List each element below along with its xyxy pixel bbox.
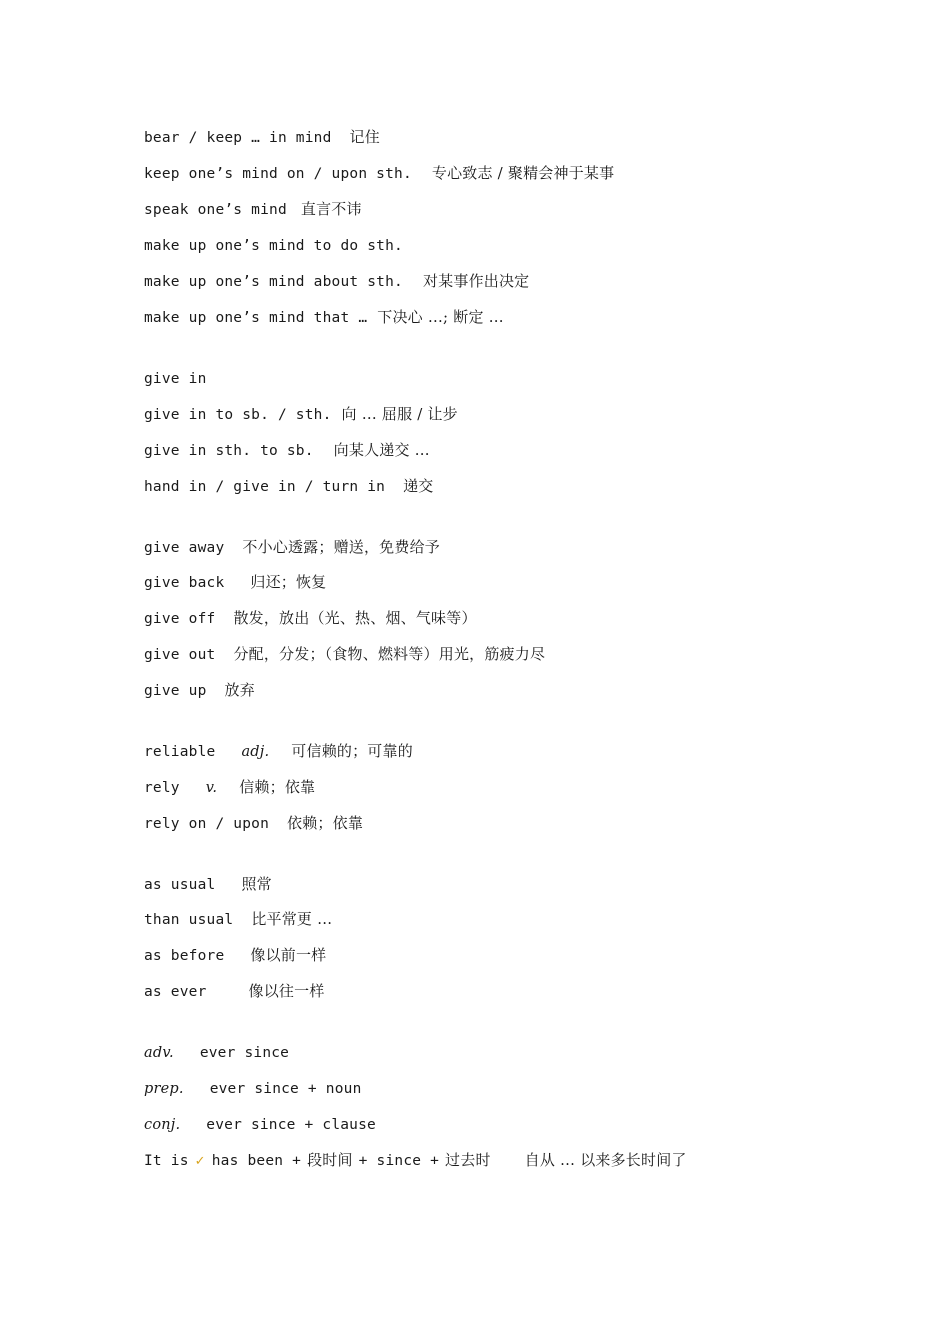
chinese-meaning: 过去时 xyxy=(445,1151,491,1169)
vocab-line xyxy=(144,163,614,184)
checkmark-icon: ✓ xyxy=(194,1154,206,1169)
chinese-meaning: 比平常更 … xyxy=(251,910,333,928)
vocab-line xyxy=(144,1150,687,1172)
chinese-meaning: 散发，放出（光、热、烟、气味等） xyxy=(233,609,477,627)
vocab-line xyxy=(144,404,458,425)
chinese-meaning: 不小心透露；赠送，免费给予 xyxy=(242,538,440,556)
english-phrase: rely on / upon xyxy=(144,816,270,832)
chinese-meaning: 像以往一样 xyxy=(248,982,325,1000)
part-of-speech: prep. xyxy=(144,1081,184,1097)
vocab-line xyxy=(144,981,325,1002)
chinese-meaning: 像以前一样 xyxy=(250,946,327,964)
vocab-line xyxy=(144,680,255,701)
english-phrase: than usual xyxy=(144,912,234,928)
vocab-line xyxy=(144,368,207,389)
vocab-line xyxy=(144,608,477,629)
vocab-line xyxy=(144,874,272,895)
vocab-line xyxy=(144,945,326,966)
vocab-line xyxy=(144,199,362,220)
english-phrase: give in sth. to sb. xyxy=(144,443,314,459)
vocab-line xyxy=(144,909,332,930)
vocab-line xyxy=(144,1042,289,1063)
chinese-meaning: 自从 … 以来多长时间了 xyxy=(524,1151,687,1169)
english-phrase: as before xyxy=(144,948,225,964)
english-phrase: give out xyxy=(144,647,216,663)
vocab-line xyxy=(144,1114,376,1135)
english-phrase: make up one’s mind to do sth. xyxy=(144,238,403,254)
vocab-line xyxy=(144,476,434,497)
vocab-line xyxy=(144,127,380,148)
vocab-line xyxy=(144,813,363,834)
english-phrase: give off xyxy=(144,611,216,627)
vocab-line xyxy=(144,307,504,328)
chinese-meaning: 向某人递交 … xyxy=(333,441,430,459)
vocab-line xyxy=(144,235,403,256)
vocab-line xyxy=(144,777,315,798)
english-phrase: make up one’s mind about sth. xyxy=(144,274,403,290)
chinese-meaning: 对某事作出决定 xyxy=(422,272,530,290)
vocab-line xyxy=(144,440,430,461)
chinese-meaning: 下决心 …; 断定 … xyxy=(377,308,504,326)
english-phrase: has been + xyxy=(211,1153,302,1169)
english-phrase: bear / keep … in mind xyxy=(144,130,332,146)
english-phrase: rely xyxy=(144,780,180,796)
chinese-meaning: 放弃 xyxy=(224,681,255,699)
english-phrase: ever since xyxy=(199,1045,290,1061)
vocab-line xyxy=(144,271,529,292)
vocab-line xyxy=(144,644,545,665)
english-phrase: give back xyxy=(144,575,225,591)
vocab-line xyxy=(144,1078,362,1099)
chinese-meaning: 向 … 屈服 / 让步 xyxy=(341,405,458,423)
english-phrase: reliable xyxy=(144,744,216,760)
english-phrase: ever since + clause xyxy=(206,1117,376,1133)
chinese-meaning: 段时间 xyxy=(307,1151,353,1169)
part-of-speech: v. xyxy=(205,780,218,796)
english-phrase: + since + xyxy=(358,1153,440,1169)
english-phrase: ever since + noun xyxy=(209,1081,362,1097)
english-phrase: speak one’s mind xyxy=(144,202,287,218)
chinese-meaning: 直言不讳 xyxy=(300,200,362,218)
chinese-meaning: 递交 xyxy=(403,477,434,495)
english-phrase: It is xyxy=(144,1153,189,1169)
chinese-meaning: 记住 xyxy=(349,128,380,146)
english-phrase: hand in / give in / turn in xyxy=(144,479,386,495)
chinese-meaning: 专心致志 / 聚精会神于某事 xyxy=(431,164,615,182)
vocab-line xyxy=(144,572,326,593)
chinese-meaning: 归还；恢复 xyxy=(250,573,327,591)
english-phrase: give in xyxy=(144,371,207,387)
chinese-meaning: 依赖；依靠 xyxy=(287,814,364,832)
english-phrase: make up one’s mind that … xyxy=(144,310,368,326)
part-of-speech: conj. xyxy=(144,1117,181,1133)
english-phrase: keep one’s mind on / upon sth. xyxy=(144,166,412,182)
vocab-line xyxy=(144,537,440,558)
chinese-meaning: 照常 xyxy=(241,875,272,893)
english-phrase: as ever xyxy=(144,984,207,1000)
chinese-meaning: 信赖；依靠 xyxy=(239,778,316,796)
chinese-meaning: 分配，分发；（食物、燃料等）用光，筋疲力尽 xyxy=(233,645,546,663)
chinese-meaning: 可信赖的；可靠的 xyxy=(291,742,413,760)
english-phrase: as usual xyxy=(144,877,216,893)
part-of-speech: adv. xyxy=(144,1045,174,1061)
part-of-speech: adj. xyxy=(241,744,270,760)
english-phrase: give away xyxy=(144,540,225,556)
english-phrase: give in to sb. / sth. xyxy=(144,407,332,423)
vocab-line xyxy=(144,741,413,762)
english-phrase: give up xyxy=(144,683,207,699)
